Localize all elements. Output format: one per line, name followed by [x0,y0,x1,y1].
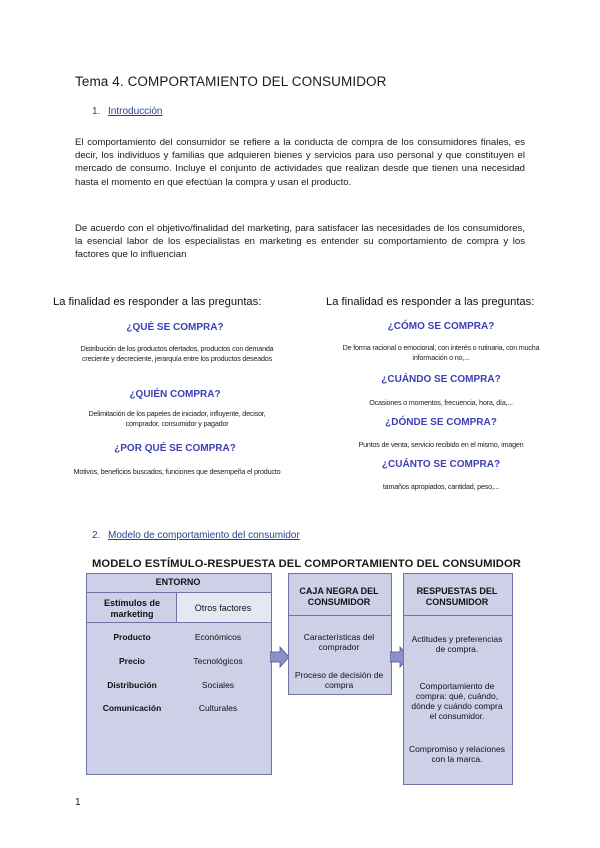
question-cuanto-desc: tamaños apropiados, cantidad, peso,... [382,482,500,491]
section-heading-introduccion [92,106,162,117]
page-title: Tema 4. COMPORTAMIENTO DEL CONSUMIDOR [75,74,387,89]
question-donde-desc: Puntos de venta, servicio recibido en el mismo, imagen [358,440,524,449]
question-quien: ¿QUIÉN COMPRA? [129,389,221,400]
respuestas-divider [403,615,513,616]
caja-caracteristicas: Características del comprador [303,632,375,652]
respuestas-header: RESPUESTAS DEL CONSUMIDOR [416,586,498,607]
question-cuanto: ¿CUÁNTO SE COMPRA? [381,459,501,470]
estimulo-comunicacion: Comunicación [102,703,162,713]
question-porque: ¿POR QUÉ SE COMPRA? [114,443,236,454]
question-como: ¿CÓMO SE COMPRA? [387,321,495,332]
otros-header: Otros factores [194,603,252,613]
question-quien-desc: Delimitación de los papeles de iniciador, influyente, decisor, comprador, consumidor y pagador [88,409,266,428]
respuesta-actitudes: Actitudes y preferencias de compra. [411,634,503,654]
intro-paragraph-2: De acuerdo con el objetivo/finalidad del marketing, para satisfacer las necesidades de los consumidores, la esencial labor de los especialistas en marketing es entender su comportamiento de compra y los factores que lo influencian [75,223,525,261]
estimulos-header: Estímulos de marketing [103,598,160,619]
question-donde: ¿DÓNDE SE COMPRA? [385,417,497,428]
factor-sociales: Sociales [201,680,235,690]
entorno-divider-2 [86,622,272,623]
section-number: 2. [92,530,101,541]
question-como-desc: De forma racional o emocional, con interés o rutinaria, con mucha información o no,... [342,343,540,362]
question-cuando-desc: Ocasiones o momentos, frecuencia, hora, día,... [369,398,513,407]
caja-negra-header: CAJA NEGRA DEL CONSUMIDOR [299,586,379,607]
section-heading-modelo [92,530,300,541]
factor-culturales: Culturales [198,703,238,713]
section-link-introduccion[interactable]: Introducción [108,106,163,117]
factor-economicos: Económicos [194,632,242,642]
question-que: ¿QUÉ SE COMPRA? [126,322,224,333]
arrow-right-icon [270,646,290,668]
question-que-desc: Distribución de los productos ofertados, productos con demanda creciente y decreciente, jerarquía entre los productos deseados [80,344,274,363]
page-number: 1 [75,797,81,808]
caja-divider [288,615,392,616]
entorno-header: ENTORNO [155,577,201,587]
caja-proceso: Proceso de decisión de compra [294,670,384,690]
intro-paragraph-1: El comportamiento del consumidor se refiere a la conducta de compra de los consumidores finales, es decir, los individuos y familias que adquieren bienes y servicios para uso personal y que constituyen el mercado de consumo. Incluye el conjunto de actividades que realizan desde que tienen una necesidad hasta el momento en que efectúan la compra y usan el producto. [75,137,525,188]
section-number: 1. [92,106,101,117]
estimulo-precio: Precio [119,656,145,666]
left-column-heading: La finalidad es responder a las preguntas: [53,296,262,308]
section-link-modelo[interactable]: Modelo de comportamiento del consumidor [108,530,300,541]
model-title: MODELO ESTÍMULO-RESPUESTA DEL COMPORTAMIENTO DEL CONSUMIDOR [92,558,521,570]
respuesta-comportamiento: Comportamiento de compra: qué, cuándo, dónde y cuándo compra el consumidor. [411,681,503,721]
factor-tecnologicos: Tecnológicos [193,656,243,666]
estimulo-producto: Producto [113,632,151,642]
question-cuando: ¿CUÁNDO SE COMPRA? [381,374,501,385]
respuesta-compromiso: Compromiso y relaciones con la marca. [409,744,505,764]
right-column-heading: La finalidad es responder a las preguntas: [326,296,535,308]
estimulo-distribucion: Distribución [107,680,157,690]
question-porque-desc: Motivos, beneficios buscados, funciones que desempeña el producto [73,467,281,476]
